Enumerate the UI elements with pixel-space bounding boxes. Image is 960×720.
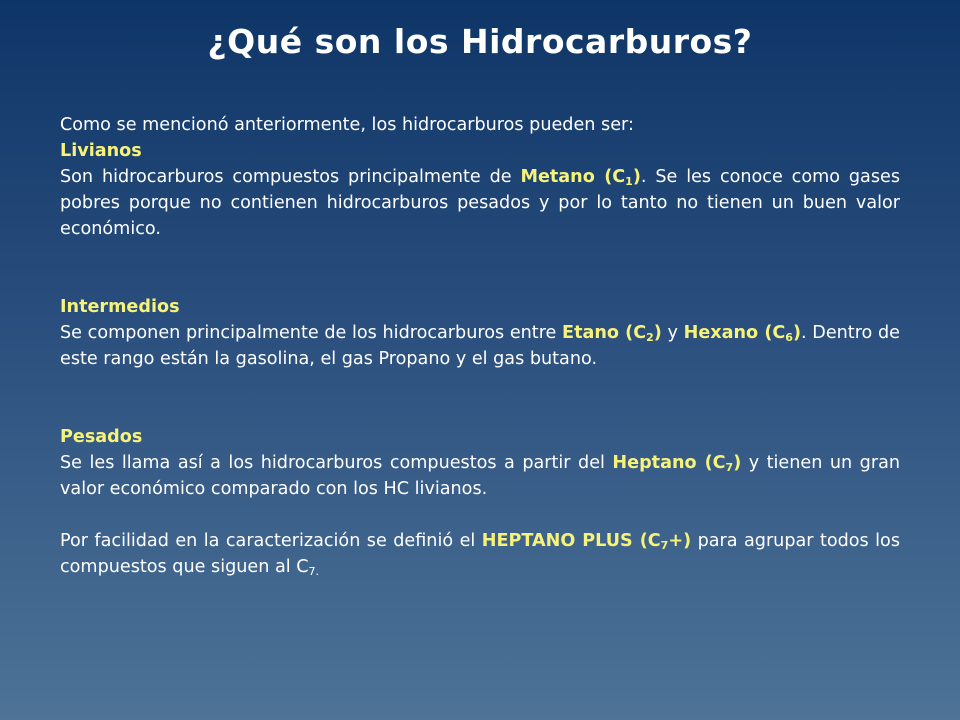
text-run: . Dentro de este rango están la gasolina, el gas Propano y el gas butano. <box>60 323 900 369</box>
section-text-intermedios <box>60 320 900 372</box>
text-run: y <box>661 323 684 343</box>
subscript: 7 <box>725 461 734 474</box>
subscript: 7. <box>308 565 320 578</box>
highlight-heptano-plus <box>482 531 691 551</box>
highlight-text: ) <box>733 453 742 473</box>
page-title: ¿Qué son los Hidrocarburos? <box>207 22 753 61</box>
highlight-text: ) <box>653 323 662 343</box>
text-run: . Se les conoce como gases pobres porque no contienen hidrocarburos pesados y por lo tanto no tienen un buen valor económico. <box>60 167 900 239</box>
highlight-etano <box>562 323 662 343</box>
intro-text: Como se mencionó anteriormente, los hidrocarburos pueden ser: <box>60 115 634 135</box>
highlight-text: Etano (C <box>562 323 647 343</box>
highlight-metano <box>520 167 640 187</box>
subscript: 7 <box>660 539 669 552</box>
section-heading-pesados: Pesados <box>60 427 143 447</box>
subscript: 1 <box>625 175 633 188</box>
subscript: 6 <box>785 331 793 344</box>
highlight-text: +) <box>668 531 692 551</box>
highlight-hexano <box>684 323 801 343</box>
text-run: Se componen principalmente de los hidrocarburos entre <box>60 323 563 343</box>
section-text-livianos <box>60 164 900 242</box>
section-heading-livianos: Livianos <box>60 141 142 161</box>
highlight-heptano <box>612 453 741 473</box>
section-text-pesados <box>60 450 900 502</box>
highlight-text: ) <box>792 323 801 343</box>
section-livianos <box>60 138 900 242</box>
text-run: Se les llama así a los hidrocarburos compuestos a partir del <box>60 453 613 473</box>
text-run: para agrupar todos los compuestos que siguen al C <box>60 531 900 577</box>
section-intermedios <box>60 294 900 372</box>
highlight-text: ) <box>632 167 641 187</box>
subscript: 2 <box>646 331 654 344</box>
text-run: y tienen un gran valor económico comparado con los HC livianos. <box>60 453 901 499</box>
section-pesados <box>60 424 900 580</box>
heptano-plus-note <box>60 528 900 580</box>
highlight-text: Metano (C <box>520 167 626 187</box>
highlight-text: Hexano (C <box>683 323 786 343</box>
slide-content <box>60 112 900 580</box>
text-run: Son hidrocarburos compuestos principalmente de <box>60 167 521 187</box>
highlight-text: HEPTANO PLUS (C <box>481 531 661 551</box>
highlight-text: Heptano (C <box>612 453 726 473</box>
text-run: Por facilidad en la caracterización se definió el <box>60 531 482 551</box>
section-heading-intermedios: Intermedios <box>60 297 180 317</box>
